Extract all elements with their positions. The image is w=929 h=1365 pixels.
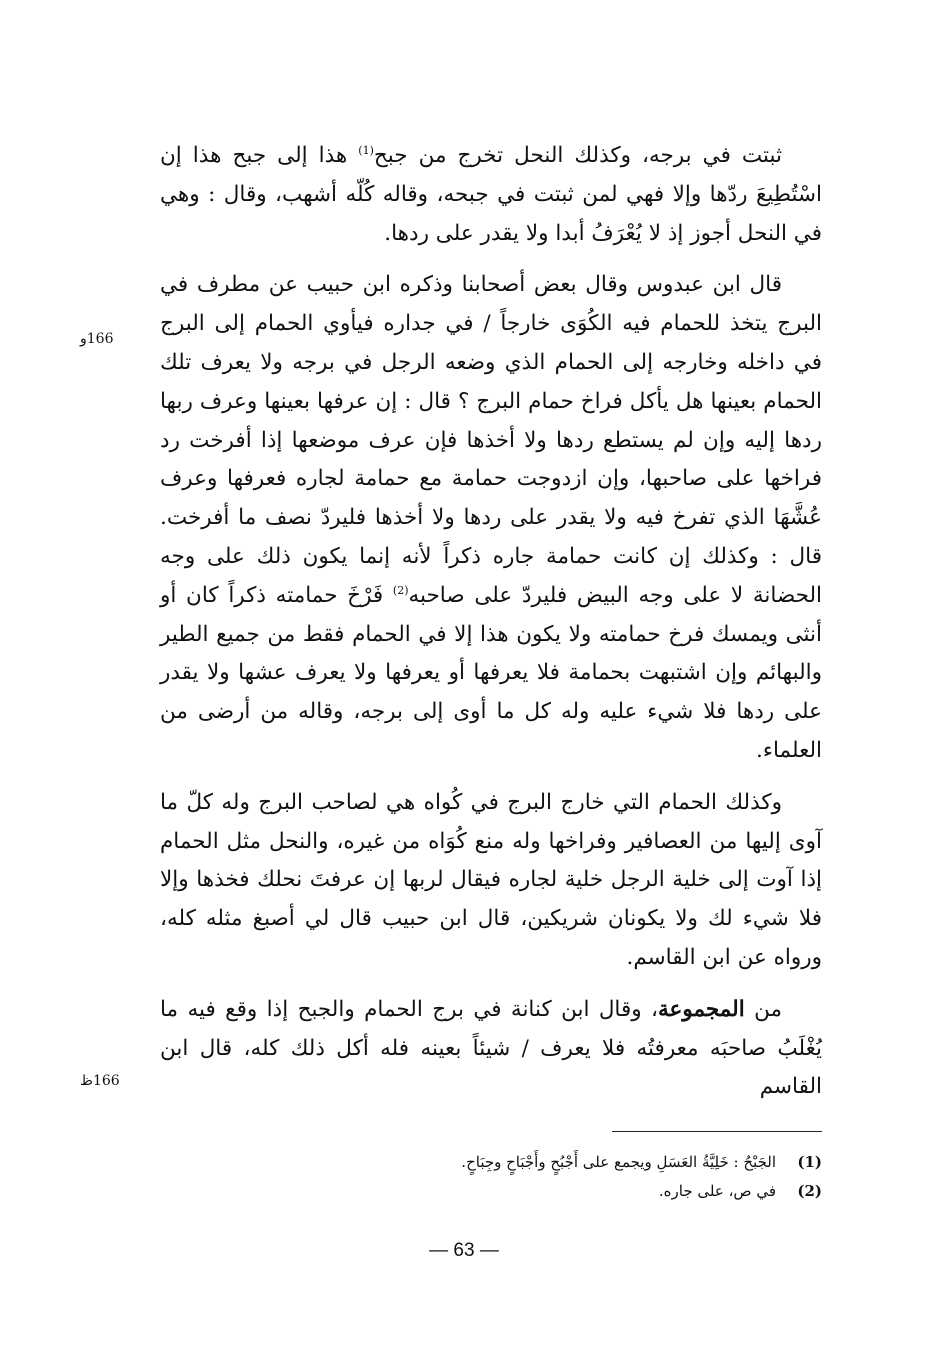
footnote-number: (1) — [797, 1153, 822, 1171]
footnote-text: في ص، على جاره. — [658, 1182, 776, 1200]
footnote-reference: (2) — [392, 583, 409, 597]
paragraph — [160, 991, 822, 1107]
text-segment: من — [744, 996, 782, 1022]
footnotes — [330, 1148, 822, 1206]
text-segment: ، وقال ابن كنانة في برج الحمام والجبح إذا وقع فيه ما يُغْلَبُ صاحبَه معرفتُه فلا يعرف / شيئاً بعينه فله أكل ذلك كله، قال ابن القاسم — [160, 996, 822, 1100]
folio-marker-verso: 166ظ — [80, 1073, 120, 1089]
text-segment: ثبتت في برجه، وكذلك النحل تخرج من جبح — [373, 143, 782, 168]
text-segment: وكذلك الحمام التي خارج البرج في كُواه هي لصاحب البرج وله كلّ ما آوى إليها من العصافير وفراخها وله منع كُوَاه من غيره، والنحل مثل الحمام إذا آوت إلى خلية الرجل خلية لجاره فيقال لربها إن عرفتَ نحلك فخذها وإلا فلا شيء لك ولا يكونان شريكين، قال ابن حبيب قال لي أصبغ مثله كله، ورواه عن ابن القاسم. — [160, 789, 822, 970]
footnote-text: الجَبْحُ : خَلِيَّةُ العَسَلِ ويجمع على أَجْبُحٍ وأَجْبَاحٍ وجِبَاحٍ. — [461, 1153, 776, 1171]
folio-marker-recto: 166و — [80, 331, 114, 347]
footnote-reference: (1) — [358, 143, 374, 157]
page-number: — 63 — — [429, 1240, 499, 1261]
footnote-1 — [330, 1148, 822, 1177]
text-segment: فَرْخَ حمامته ذكراً كان أو أنثى ويمسك فرخ حمامته ولا يكون هذا إلا في الحمام فقط من جميع الطير والبهائم وإن اشتبهت بحمامة فلا يعرفها أو يعرفها ولا يعرف عشها ولا يقدر على ردها فلا شيء عليه وله كل ما أوى إلى برجه، وقاله من أرضى من العلماء. — [160, 582, 822, 763]
footnote-2 — [330, 1177, 822, 1206]
main-text — [160, 137, 822, 1107]
footnote-number: (2) — [797, 1182, 822, 1200]
text-segment: هذا إلى جبح هذا إن اسْتُطِيعَ ردّها وإلا فهي لمن ثبتت في جبحه، وقاله كُلّه أشهب، وقال : وهي في النحل أجوز إذ لا يُعْرَفُ أبدا ولا يقدر على ردها. — [160, 143, 822, 246]
footnote-separator — [612, 1131, 822, 1132]
paragraph — [160, 137, 822, 253]
paragraph — [160, 784, 822, 978]
paragraph — [160, 266, 822, 770]
source-title: المجموعة — [657, 996, 745, 1022]
text-segment: قال ابن عبدوس وقال بعض أصحابنا وذكره ابن حبيب عن مطرف في البرج يتخذ للحمام فيه الكُوَى خارجاً / في جداره فيأوي الحمام إلى البرج في داخله وخارجه إلى الحمام الذي وضعه الرجل في برجه ولا يعرف تلك الحمام بعينها هل يأكل فراخ حمام البرج ؟ قال : إن عرفها بعينها وعرف ربها ردها إليه وإن لم يستطع ردها ولا أخذها فإن عرف موضعها إذا أفرخت رد فراخها على صاحبها، وإن ازدوجت حمامة مع حمامة لجاره فعرفها وعرف عُشَّهَا الذي تفرخ فيه ولا يقدر على ردها ولا أخذها فليردّ نصف ما أفرخت. قال : وكذلك إن كانت حمامة جاره ذكراً لأنه إنما يكون ذلك على وجه الحضانة لا على وجه البيض فليردّ على صاحبه — [160, 272, 822, 608]
